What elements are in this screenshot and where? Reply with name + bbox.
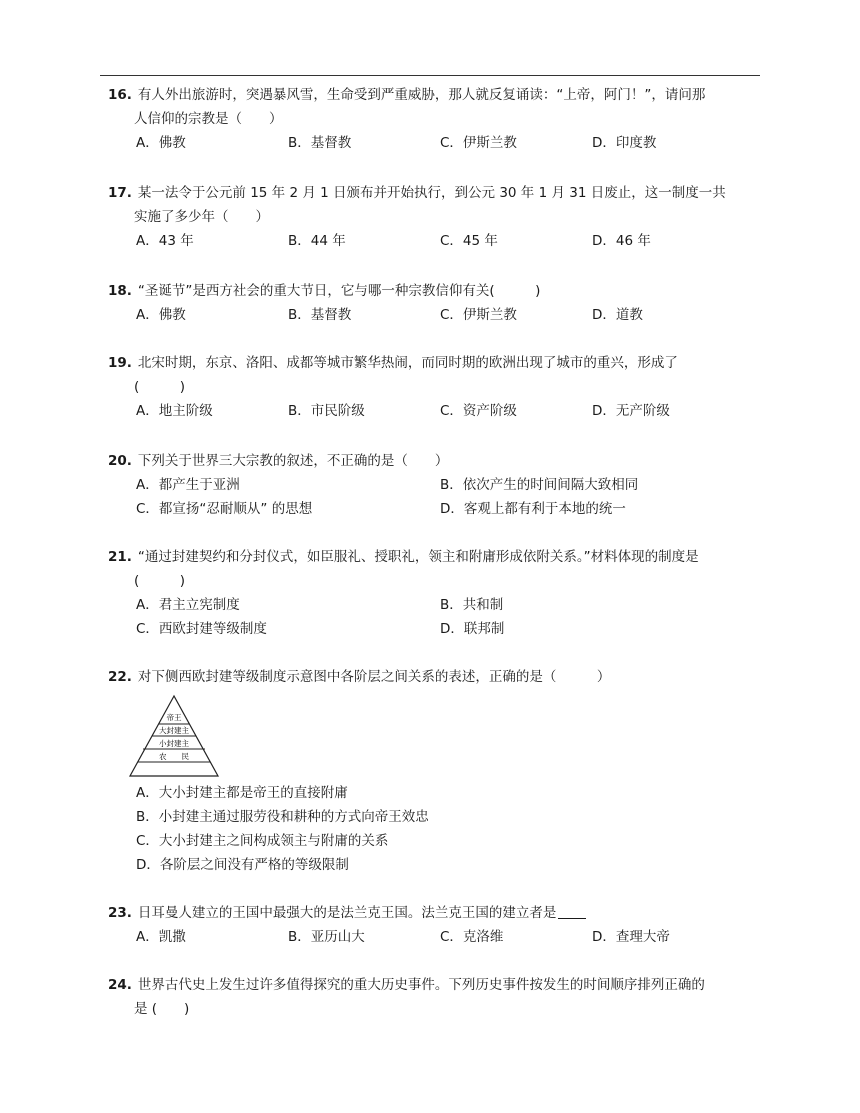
option-c[interactable]: C．都宣扬“忍耐顺从” 的思想 [136,501,313,517]
question-stem: 世界古代史上发生过许多值得探究的重大历史事件。下列历史事件按发生的时间顺序排列正确的 [137,977,705,993]
option-a[interactable]: A．君主立宪制度 [136,597,240,613]
question-stem: 下列关于世界三大宗教的叙述，不正确的是（ ） [137,453,449,469]
feudal-hierarchy-pyramid [128,694,220,780]
option-a[interactable]: A．都产生于亚洲 [136,477,240,493]
option-d[interactable]: D．联邦制 [440,621,505,637]
question-stem: 某一法令于公元前 15 年 2 月 1 日颁布并开始执行，到公元 30 年 1 月 31 日废止，这一制度一共 [137,185,726,201]
question-19 [108,351,763,423]
question-22 [108,665,763,689]
options-row [108,131,763,155]
option-b[interactable]: B．基督教 [288,135,352,151]
option-c[interactable]: C．资产阶级 [440,403,517,419]
header-rule [100,75,760,76]
question-stem: “圣诞节”是西方社会的重大节日，它与哪一种宗教信仰有关( ) [137,283,541,299]
option-d[interactable]: D．各阶层之间没有严格的等级限制 [136,857,349,873]
question-number: 24. [108,977,132,993]
question-number: 20. [108,453,132,469]
question-number: 16. [108,87,132,103]
option-b[interactable]: B．44 年 [288,233,346,249]
options-row [108,925,763,949]
option-c[interactable]: C．伊斯兰教 [440,307,517,323]
question-20 [108,449,763,521]
question-stem: 日耳曼人建立的王国中最强大的是法兰克王国。法兰克王国的建立者是 [137,905,557,921]
option-c[interactable]: C．西欧封建等级制度 [136,621,267,637]
option-a[interactable]: A．43 年 [136,233,194,249]
question-24 [108,973,763,1021]
question-number: 18. [108,283,132,299]
pyramid-level-emperor: 帝王 [166,713,182,722]
question-18 [108,279,763,327]
option-d[interactable]: D．印度教 [592,135,657,151]
pyramid-level-lesser-lords: 小封建主 [159,739,189,748]
question-stem: 对下侧西欧封建等级制度示意图中各阶层之间关系的表述，正确的是（ ） [137,669,611,685]
question-21 [108,545,763,641]
option-a[interactable]: A．地主阶级 [136,403,213,419]
question-22-options [108,781,763,877]
options-row [108,229,763,253]
option-a[interactable]: A．凯撒 [136,929,186,945]
option-b[interactable]: B．共和制 [440,597,504,613]
option-b[interactable]: B．依次产生的时间间隔大致相同 [440,477,639,493]
question-stem-cont: ( ) [134,379,186,395]
pyramid-level-great-lords: 大封建主 [159,726,189,735]
option-c[interactable]: C．大小封建主之间构成领主与附庸的关系 [136,833,389,849]
option-a[interactable]: A．佛教 [136,135,186,151]
option-b[interactable]: B．市民阶级 [288,403,365,419]
question-stem-cont: ( ) [134,573,186,589]
question-stem-cont: 人信仰的宗教是（ ） [134,111,283,127]
option-c[interactable]: C．伊斯兰教 [440,135,517,151]
question-number: 21. [108,549,132,565]
option-a[interactable]: A．大小封建主都是帝王的直接附庸 [136,785,348,801]
question-number: 22. [108,669,132,685]
question-stem: “通过封建契约和分封仪式，如臣服礼、授职礼，领主和附庸形成依附关系。”材料体现的制度是 [137,549,699,565]
option-d[interactable]: D．客观上都有利于本地的统一 [440,501,626,517]
question-16 [108,83,763,155]
answer-blank[interactable] [558,904,586,919]
option-b[interactable]: B．亚历山大 [288,929,365,945]
option-b[interactable]: B．基督教 [288,307,352,323]
option-d[interactable]: D．无产阶级 [592,403,670,419]
question-17 [108,181,763,253]
option-d[interactable]: D．查理大帝 [592,929,670,945]
question-number: 19. [108,355,132,371]
pyramid-level-peasants: 农 民 [159,752,189,761]
question-23 [108,901,763,949]
options-row [108,303,763,327]
question-stem: 北宋时期，东京、洛阳、成都等城市繁华热闹，而同时期的欧洲出现了城市的重兴，形成了 [137,355,678,371]
question-number: 23. [108,905,132,921]
options-grid [108,473,763,521]
options-row [108,399,763,423]
option-d[interactable]: D．道教 [592,307,643,323]
option-a[interactable]: A．佛教 [136,307,186,323]
option-c[interactable]: C．克洛维 [440,929,504,945]
question-stem-cont: 实施了多少年（ ） [134,209,269,225]
question-stem: 有人外出旅游时，突遇暴风雪，生命受到严重威胁，那人就反复诵读：“上帝，阿门！”，请问那 [137,87,706,103]
question-stem-cont: 是 ( ) [134,1001,190,1017]
option-c[interactable]: C．45 年 [440,233,498,249]
option-d[interactable]: D．46 年 [592,233,651,249]
option-b[interactable]: B．小封建主通过服劳役和耕种的方式向帝王效忠 [136,809,429,825]
question-number: 17. [108,185,132,201]
options-grid [108,593,763,641]
